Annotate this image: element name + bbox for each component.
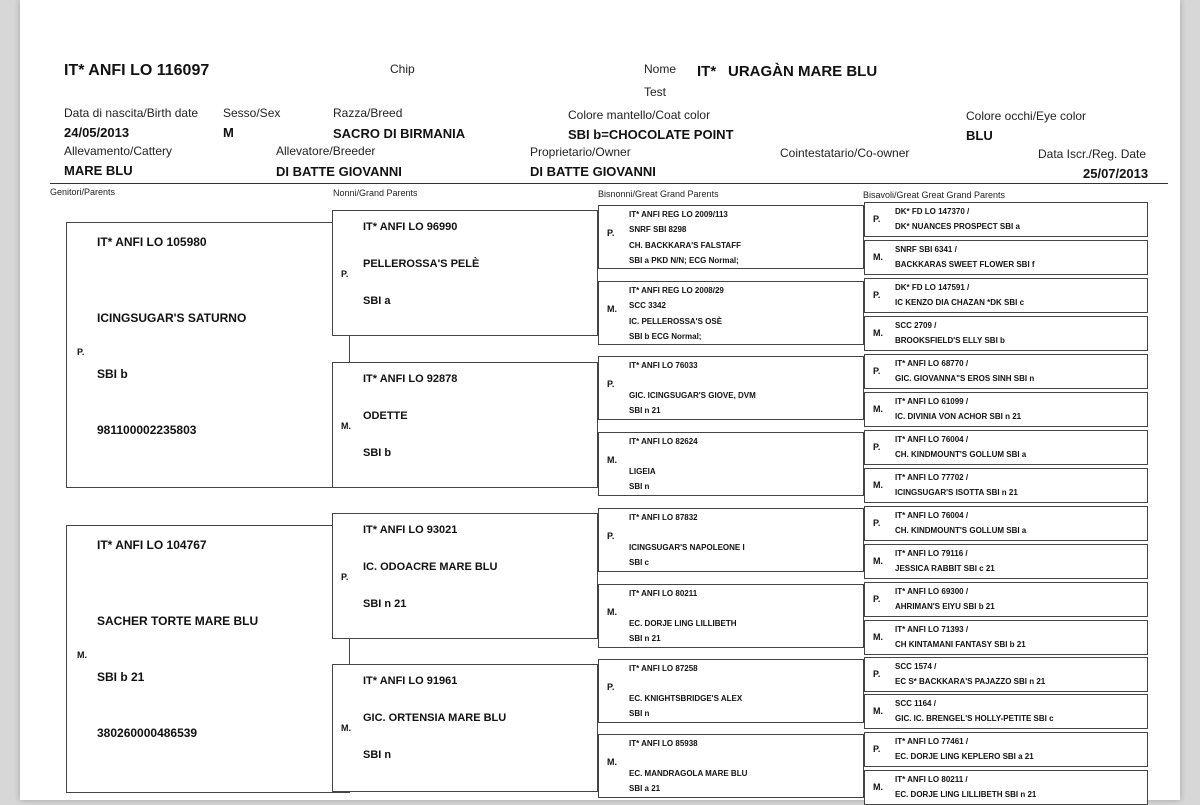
- sire-sex-marker: P.: [77, 347, 85, 357]
- ggg-registration: IT* ANFI LO 71393 /: [895, 625, 969, 634]
- great-grandparent-line: SBI a PKD N/N; ECG Normal;: [629, 256, 739, 265]
- grandparent-color: SBI n: [363, 749, 392, 761]
- ggg-sex-marker: M.: [873, 706, 883, 716]
- great-grandparent-box: [598, 584, 864, 648]
- great-great-grandparent-box: [864, 657, 1148, 692]
- ggg-name: BACKKARAS SWEET FLOWER SBI f: [895, 260, 1035, 269]
- ggg-sex-marker: P.: [873, 669, 881, 679]
- great-grandparent-sex-marker: P.: [607, 682, 615, 692]
- dam-sex-marker: M.: [77, 650, 87, 660]
- ggg-name: CH. KINDMOUNT'S GOLLUM SBI a: [895, 526, 1027, 535]
- great-grandparent-box: [598, 281, 864, 345]
- grandparent-name: ODETTE: [363, 410, 408, 422]
- great-great-grandparent-box: [864, 582, 1148, 617]
- test-label: Test: [644, 85, 667, 99]
- great-great-grandparent-box: [864, 468, 1148, 503]
- column-great-great-grandparents: Bisavoli/Great Great Grand Parents: [863, 190, 1006, 200]
- great-grandparent-sex-marker: M.: [607, 304, 617, 314]
- name-prefix: IT*: [697, 63, 717, 80]
- great-grandparent-line: SBI a 21: [629, 784, 661, 793]
- great-grandparent-line: SBI n 21: [629, 406, 661, 415]
- grandparent-box: [332, 210, 598, 336]
- co-owner-label: Cointestatario/Co-owner: [780, 146, 910, 160]
- great-grandparent-sex-marker: P.: [607, 379, 615, 389]
- breeder-label: Allevatore/Breeder: [276, 144, 376, 158]
- column-grandparents: Nonni/Grand Parents: [333, 188, 418, 198]
- ggg-sex-marker: M.: [873, 556, 883, 566]
- great-great-grandparent-box: [864, 430, 1148, 465]
- ggg-registration: SCC 1164 /: [895, 699, 936, 708]
- great-grandparent-line: SBI n: [629, 709, 650, 718]
- great-grandparent-line: SBI b ECG Normal;: [629, 332, 702, 341]
- birth-date-label: Data di nascita/Birth date: [64, 106, 199, 120]
- ggg-name: JESSICA RABBIT SBI c 21: [895, 564, 995, 573]
- great-grandparent-sex-marker: M.: [607, 455, 617, 465]
- grandparent-sex-marker: M.: [341, 723, 351, 733]
- sex-value: M: [223, 125, 234, 140]
- grandparent-box: [332, 513, 598, 639]
- cattery-label: Allevamento/Cattery: [64, 144, 173, 158]
- ggg-registration: DK* FD LO 147370 /: [895, 207, 970, 216]
- ggg-sex-marker: M.: [873, 480, 883, 490]
- ggg-name: GIC. GIOVANNA"S EROS SINH SBI n: [895, 374, 1035, 383]
- great-grandparent-line: IT* ANFI LO 87258: [629, 664, 698, 673]
- registration-number: IT* ANFI LO 116097: [64, 62, 210, 79]
- great-grandparent-sex-marker: M.: [607, 757, 617, 767]
- great-grandparent-line: SNRF SBI 8298: [629, 225, 687, 234]
- great-great-grandparent-box: [864, 354, 1148, 389]
- ggg-registration: SCC 1574 /: [895, 662, 937, 671]
- great-grandparent-line: IT* ANFI REG LO 2008/29: [629, 286, 724, 295]
- grandparent-sex-marker: M.: [341, 421, 351, 431]
- coat-color-label: Colore mantello/Coat color: [568, 108, 711, 122]
- great-grandparent-sex-marker: P.: [607, 531, 615, 541]
- column-great-grandparents: Bisnonni/Great Grand Parents: [598, 189, 719, 199]
- reg-date-label: Data Iscr./Reg. Date: [1038, 147, 1147, 161]
- breed-label: Razza/Breed: [333, 106, 403, 120]
- sire-chip: 981100002235803: [97, 423, 197, 437]
- ggg-registration: IT* ANFI LO 61099 /: [895, 397, 969, 406]
- great-grandparent-line: GIC. ICINGSUGAR'S GIOVE, DVM: [629, 391, 756, 400]
- grandparent-name: PELLEROSSA'S PELÈ: [363, 258, 480, 270]
- grandparent-box: [332, 362, 598, 488]
- ggg-registration: IT* ANFI LO 76004 /: [895, 511, 969, 520]
- grandparent-name: IC. ODOACRE MARE BLU: [363, 561, 498, 573]
- great-great-grandparent-box: [864, 506, 1148, 541]
- ggg-sex-marker: M.: [873, 252, 883, 262]
- great-great-grandparent-box: [864, 202, 1148, 237]
- dam-chip: 380260000486539: [97, 726, 198, 740]
- great-grandparent-box: [598, 205, 864, 269]
- great-grandparent-line: IT* ANFI LO 80211: [629, 589, 698, 598]
- coat-color-value: SBI b=CHOCOLATE POINT: [568, 127, 734, 142]
- sire-name: ICINGSUGAR'S SATURNO: [97, 311, 247, 325]
- cattery-value: MARE BLU: [64, 163, 133, 178]
- ggg-sex-marker: M.: [873, 632, 883, 642]
- great-grandparent-box: [598, 734, 864, 798]
- great-great-grandparent-box: [864, 620, 1148, 655]
- sex-label: Sesso/Sex: [223, 106, 281, 120]
- great-grandparent-line: EC. MANDRAGOLA MARE BLU: [629, 769, 748, 778]
- great-grandparent-line: IT* ANFI LO 87832: [629, 513, 698, 522]
- ggg-registration: IT* ANFI LO 79116 /: [895, 549, 968, 558]
- ggg-name: GIC. IC. BRENGEL'S HOLLY-PETITE SBI c: [895, 714, 1054, 723]
- great-grandparent-sex-marker: P.: [607, 228, 615, 238]
- great-great-grandparent-box: [864, 544, 1148, 579]
- ggg-name: DK* NUANCES PROSPECT SBI a: [895, 222, 1020, 231]
- dam-registration: IT* ANFI LO 104767: [97, 538, 207, 552]
- great-grandparent-line: IT* ANFI LO 82624: [629, 437, 698, 446]
- ggg-registration: IT* ANFI LO 77461 /: [895, 737, 969, 746]
- ggg-registration: IT* ANFI LO 77702 /: [895, 473, 969, 482]
- ggg-sex-marker: M.: [873, 328, 883, 338]
- ggg-sex-marker: M.: [873, 782, 883, 792]
- ggg-sex-marker: M.: [873, 404, 883, 414]
- chip-label: Chip: [390, 62, 415, 76]
- pedigree-certificate: [20, 0, 1180, 800]
- grandparent-registration: IT* ANFI LO 93021: [363, 524, 458, 536]
- ggg-name: BROOKSFIELD'S ELLY SBI b: [895, 336, 1005, 345]
- great-grandparent-line: IT* ANFI LO 85938: [629, 739, 698, 748]
- great-grandparent-line: IC. PELLEROSSA'S OSÈ: [629, 317, 723, 326]
- great-grandparent-line: ICINGSUGAR'S NAPOLEONE I: [629, 543, 745, 552]
- grandparent-name: GIC. ORTENSIA MARE BLU: [363, 712, 507, 724]
- grandparent-registration: IT* ANFI LO 96990: [363, 221, 458, 233]
- ggg-registration: SCC 2709 /: [895, 321, 937, 330]
- great-great-grandparent-box: [864, 278, 1148, 313]
- great-grandparent-line: CH. BACKKARA'S FALSTAFF: [629, 241, 741, 250]
- great-grandparent-box: [598, 356, 864, 420]
- great-grandparent-line: SBI c: [629, 558, 650, 567]
- ggg-registration: IT* ANFI LO 68770 /: [895, 359, 969, 368]
- header-divider: [50, 183, 1168, 184]
- parent-dam: [66, 525, 350, 793]
- great-grandparent-sex-marker: M.: [607, 607, 617, 617]
- great-grandparent-line: LIGEIA: [629, 467, 656, 476]
- ggg-registration: DK* FD LO 147591 /: [895, 283, 970, 292]
- great-great-grandparent-box: [864, 732, 1148, 767]
- grandparent-color: SBI a: [363, 295, 391, 307]
- great-great-grandparent-box: [864, 694, 1148, 729]
- great-great-grandparent-box: [864, 316, 1148, 351]
- dam-color: SBI b 21: [97, 670, 145, 684]
- grandparent-registration: IT* ANFI LO 91961: [363, 675, 458, 687]
- great-grandparent-box: [598, 659, 864, 723]
- great-great-grandparent-box: [864, 240, 1148, 275]
- great-grandparent-line: EC. KNIGHTSBRIDGE'S ALEX: [629, 694, 743, 703]
- grandparent-registration: IT* ANFI LO 92878: [363, 373, 458, 385]
- eye-color-label: Colore occhi/Eye color: [966, 109, 1087, 123]
- ggg-sex-marker: P.: [873, 214, 881, 224]
- name-label: Nome: [644, 62, 677, 76]
- great-grandparent-line: IT* ANFI REG LO 2009/113: [629, 210, 728, 219]
- owner-value: DI BATTE GIOVANNI: [530, 164, 656, 179]
- birth-date-value: 24/05/2013: [64, 125, 130, 140]
- sire-registration: IT* ANFI LO 105980: [97, 235, 207, 249]
- great-grandparent-box: [598, 508, 864, 572]
- parent-sire: [66, 222, 350, 488]
- ggg-name: EC. DORJE LING LILLIBETH SBI n 21: [895, 790, 1037, 799]
- ggg-name: CH KINTAMANI FANTASY SBI b 21: [895, 640, 1026, 649]
- ggg-registration: SNRF SBI 6341 /: [895, 245, 957, 254]
- great-grandparent-line: SBI n: [629, 482, 650, 491]
- grandparent-box: [332, 664, 598, 792]
- ggg-registration: IT* ANFI LO 80211 /: [895, 775, 968, 784]
- grandparent-sex-marker: P.: [341, 572, 349, 582]
- great-grandparent-line: IT* ANFI LO 76033: [629, 361, 698, 370]
- great-grandparent-line: SCC 3342: [629, 301, 666, 310]
- breeder-value: DI BATTE GIOVANNI: [276, 164, 402, 179]
- ggg-name: AHRIMAN'S EIYU SBI b 21: [895, 602, 995, 611]
- great-grandparent-line: SBI n 21: [629, 634, 661, 643]
- grandparent-color: SBI n 21: [363, 598, 407, 610]
- reg-date-value: 25/07/2013: [1083, 166, 1149, 181]
- ggg-name: EC S* BACKKARA'S PAJAZZO SBI n 21: [895, 677, 1046, 686]
- ggg-sex-marker: P.: [873, 518, 881, 528]
- great-grandparent-line: EC. DORJE LING LILLIBETH: [629, 619, 737, 628]
- ggg-sex-marker: P.: [873, 744, 881, 754]
- ggg-registration: IT* ANFI LO 76004 /: [895, 435, 969, 444]
- ggg-name: ICINGSUGAR'S ISOTTA SBI n 21: [895, 488, 1018, 497]
- cat-name: URAGÀN MARE BLU: [728, 63, 878, 80]
- ggg-sex-marker: P.: [873, 442, 881, 452]
- breed-value: SACRO DI BIRMANIA: [333, 126, 466, 141]
- ggg-name: EC. DORJE LING KEPLERO SBI a 21: [895, 752, 1034, 761]
- grandparent-color: SBI b: [363, 447, 392, 459]
- great-great-grandparent-box: [864, 392, 1148, 427]
- ggg-name: IC. DIVINIA VON ACHOR SBI n 21: [895, 412, 1022, 421]
- great-grandparent-box: [598, 432, 864, 496]
- column-parents: Genitori/Parents: [50, 187, 116, 197]
- eye-color-value: BLU: [966, 128, 993, 143]
- sire-color: SBI b: [97, 367, 128, 381]
- ggg-name: IC KENZO DIA CHAZAN *DK SBI c: [895, 298, 1025, 307]
- grandparent-sex-marker: P.: [341, 269, 349, 279]
- ggg-sex-marker: P.: [873, 594, 881, 604]
- ggg-name: CH. KINDMOUNT'S GOLLUM SBI a: [895, 450, 1027, 459]
- ggg-sex-marker: P.: [873, 290, 881, 300]
- ggg-sex-marker: P.: [873, 366, 881, 376]
- dam-name: SACHER TORTE MARE BLU: [97, 614, 259, 628]
- owner-label: Proprietario/Owner: [530, 145, 631, 159]
- ggg-registration: IT* ANFI LO 69300 /: [895, 587, 969, 596]
